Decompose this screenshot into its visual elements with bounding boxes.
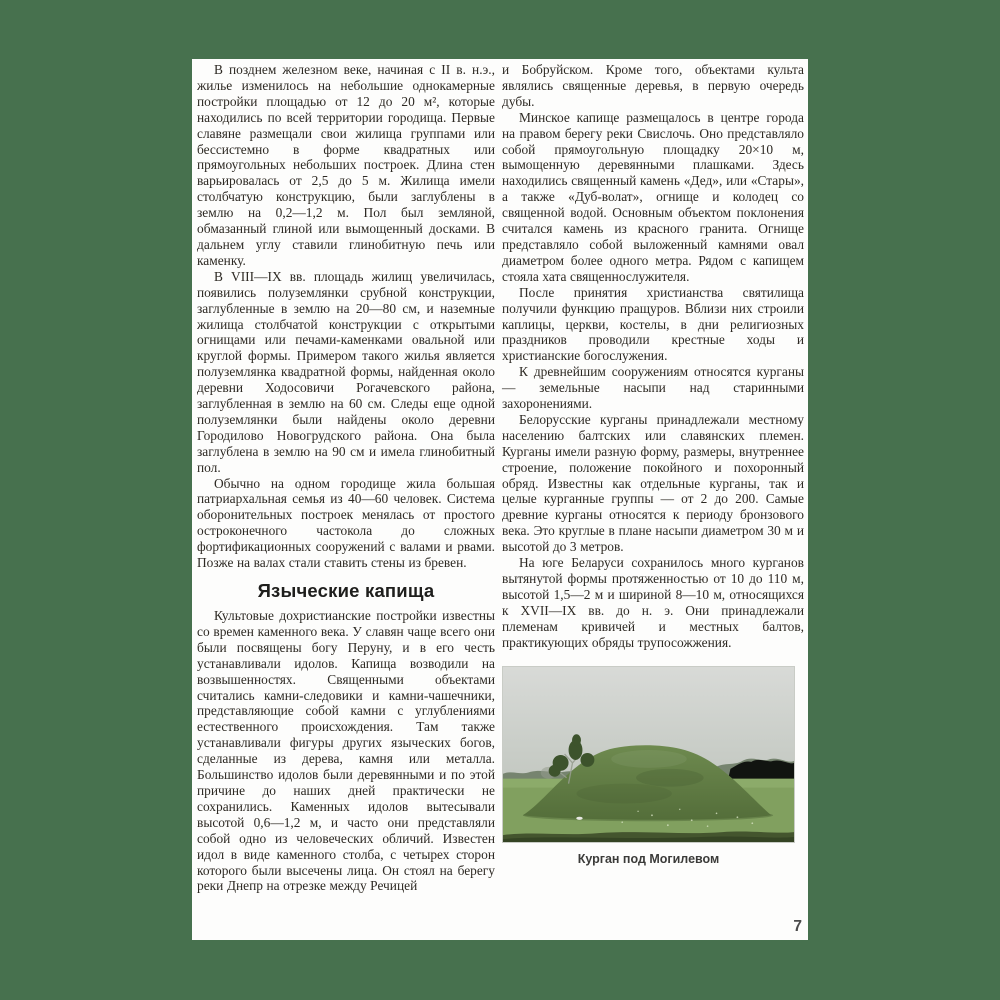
figure-caption: Курган под Могилевом — [577, 851, 720, 866]
paragraph: В позднем железном веке, начиная с II в. н.э., жилье изменилось на небольшие однокамерные постройки площадью от 12 до 20 м², которые находились по всей территории городища. Первые славяне размещали свои жилища группами или бессистемно в форме квадратных или прямоугольных небольших построек. Длина стен варьировалась от 2,5 до 5 м. Жилища имели столбчатую конструкцию, были заглублены в землю на 0,2—1,2 м. Пол был земляной, обмазанный глиной или вымощенный досками. В дальнем углу ставили глинобитную печь или каменку. — [197, 62, 495, 268]
kurgan-figure — [502, 666, 795, 866]
right-column — [502, 62, 804, 894]
paragraph: и Бобруйском. Кроме того, объектами культа являлись священные деревья, в первую очередь дубы. — [502, 62, 804, 109]
paragraph: После принятия христианства святилища получили функцию пращуров. Вблизи них строили каплицы, церкви, костелы, в дни религиозных праздников проводили крестные ходы и христианские богослужения. — [502, 284, 804, 364]
book-page — [192, 59, 808, 940]
paragraph: Белорусские курганы принадлежали местному населению балтских или славянских племен. Курганы имели разную форму, размеры, внутреннее строение, положение покойного и похоронный обряд. Известны как отдельные курганы, так и целые курганные группы — от 2 до 200. Самые древние курганы относятся к периоду бронзового века. Это круглые в плане насыпи диаметром 30 м и высотой до 3 метров. — [502, 411, 804, 555]
paragraph: На юге Беларуси сохранилось много курганов вытянутой формы протяженностью от 10 до 110 м, высотой 1,5—2 м и шириной 8—10 м, относящихся к XVII—IX вв. до н. э. Они принадлежали племенам кривичей и местных балтов, практикующих обряды трупосожжения. — [502, 555, 804, 650]
left-column — [197, 62, 495, 894]
photo-mound-highlight — [611, 750, 686, 768]
photo-mound-shade — [636, 768, 704, 786]
paragraph: Культовые дохристианские постройки известны со времен каменного века. У славян чаще всего они были посвящены богу Перуну, и в его честь устанавливали идолов. Капища возводили на возвышенностях. Священными объектами считались камни-следовики и камни-чашечники, представляющие собой камни с углублениями естественного происхождения. Там также устанавливали фигуры других языческих богов, сделанные из дерева, камня или металла. Большинство идолов были деревянными и по этой причине до наших дней практически не сохранились. Каменных идолов вытесывали высотой 0,6—1,2 м, и часто они представляли собой одно из человеческих обличий. Известен идол в виде каменного столба, с четырех сторон которого были высечены лица. Он стоял на берегу реки Днепр на отрезке между Речицей — [197, 608, 495, 894]
photo-mound-shade — [576, 783, 671, 803]
photo-stone — [576, 816, 582, 819]
paragraph: В VIII—IX вв. площадь жилищ увеличилась, появились полуземлянки срубной конструкции, заглубленные в землю на 20—80 см, и наземные жилища столбчатой конструкции с открытыми огнищами или печами-каменками овальной или круглой формы. Примером такого жилья является полуземлянка квадратной формы, найденная около деревни Ходосовичи Рогачевского района, заглубленная в землю на 60 см. Следы еще одной полуземлянки были найдены около деревни Городилово Новогрудского района. Она была заглублена в землю на 90 см и имела глинобитный пол. — [197, 268, 495, 475]
kurgan-photo — [502, 666, 795, 843]
paragraph: Обычно на одном городище жила большая патриархальная семья из 40—60 человек. Система оборонительных построек менялась от простого остроконечного частокола до сложных фортификационных сооружений с валами и рвами. Позже на валах стали ставить стены из бревен. — [197, 475, 495, 571]
page-number: 7 — [793, 918, 802, 935]
text-columns — [197, 62, 804, 894]
paragraph: Минское капище размещалось в центре города на правом берегу реки Свислочь. Оно представляло собой прямоугольную площадку 20×10 м, вымощенную деревянными плашками. Здесь находились священный камень «Дед», или «Стары», а также «Дуб-волат», огнище и колодец со священной водой. Основным объектом поклонения считался камень из красного гранита. Огнище представляло собой выложенный камнями овал диаметром более одного метра. Рядом с капищем стояла хата священнослужителя. — [502, 109, 804, 284]
section-heading: Языческие капища — [257, 580, 435, 601]
paragraph: К древнейшим сооружениям относятся курганы — земельные насыпи над старинными захоронениями. — [502, 364, 804, 412]
